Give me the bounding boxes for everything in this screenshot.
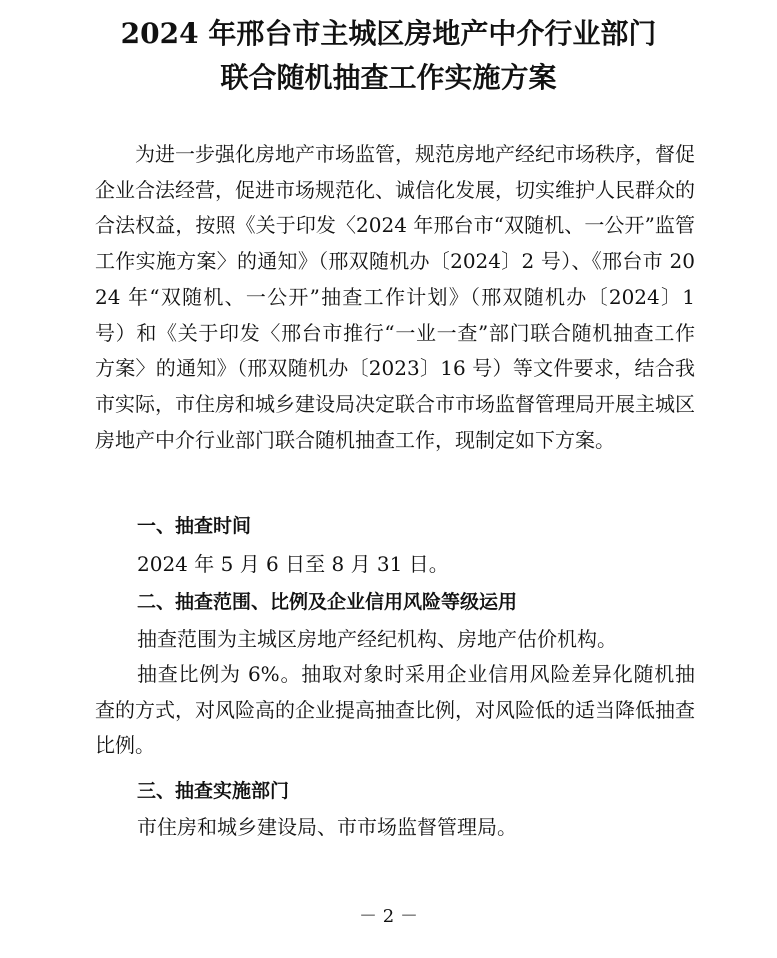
section2-ratio-paragraph: 抽查比例为 6%。抽取对象时采用企业信用风险差异化随机抽查的方式，对风险高的企业提高抽查比例，对风险低的适当降低抽查比例。 [95,662,695,758]
section1-heading: 一、抽查时间 [137,515,252,537]
document-title-line-1: 2024 年邢台市主城区房地产中介行业部门 [120,17,657,50]
section3-text: 市住房和城乡建设局、市市场监督管理局。 [137,815,517,839]
section2-scope-text: 抽查范围为主城区房地产经纪机构、房地产估价机构。 [137,627,617,651]
section3-heading: 三、抽查实施部门 [137,780,290,802]
section1-text: 2024 年 5 月 6 日至 8 月 31 日。 [137,552,449,576]
intro-paragraph: 为进一步强化房地产市场监管，规范房地产经纪市场秩序，督促企业合法经营，促进市场规范化、诚信化发展，切实维护人民群众的合法权益，按照《关于印发〈2024 年邢台市“双随机、一公开”监管工作实施方案〉的通知》（邢双随机办〔2024〕2 号）、《邢台市 2024 年“双随机、一公开”抽查工作计划》（邢双随机办〔2024〕1 号）和《关于印发〈邢台市推行“一业一查”部门联合随机抽查工作方案〉的通知》（邢双随机办〔2023〕16 号）等文件要求，结合我市实际，市住房和城乡建设局决定联合市市场监督管理局开展主城区房地产中介行业部门联合随机抽查工作，现制定如下方案。 [95,142,695,452]
document-title-line-2: 联合随机抽查工作实施方案 [220,61,557,94]
page-number: － 2 － [359,906,418,927]
section2-heading: 二、抽查范围、比例及企业信用风险等级运用 [137,591,518,613]
